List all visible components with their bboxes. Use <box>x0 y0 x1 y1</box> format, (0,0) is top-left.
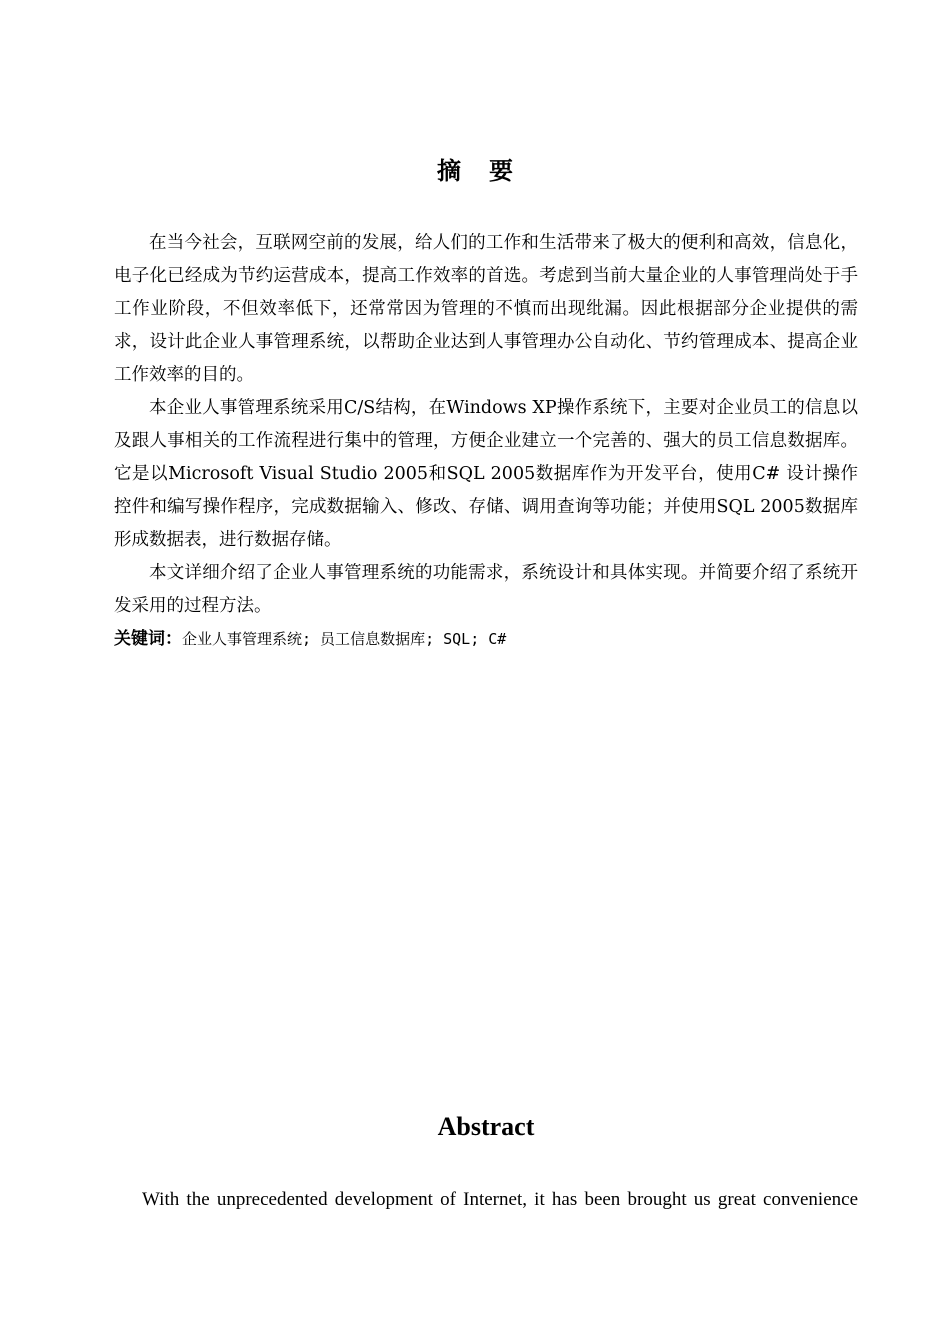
chinese-abstract-body <box>114 227 858 656</box>
english-abstract-body <box>114 1184 858 1216</box>
chinese-abstract-paragraph-3: 本文详细介绍了企业人事管理系统的功能需求，系统设计和具体实现。并简要介绍了系统开发采用的过程方法。 <box>114 563 858 616</box>
chinese-abstract-paragraph-2: 本企业人事管理系统采用C/S结构，在Windows XP操作系统下，主要对企业员工的信息以及跟人事相关的工作流程进行集中的管理，方便企业建立一个完善的、强大的员工信息数据库。它是以Microsoft Visual Studio 2005和SQL 2005数据库作为开发平台，使用C# 设计操作控件和编写操作程序，完成数据输入、修改、存储、调用查询等功能；并使用SQL 2005数据库形成数据表，进行数据存储。 <box>114 398 858 550</box>
chinese-abstract-paragraph-1: 在当今社会，互联网空前的发展，给人们的工作和生活带来了极大的便利和高效，信息化，电子化已经成为节约运营成本，提高工作效率的首选。考虑到当前大量企业的人事管理尚处于手工作业阶段，不但效率低下，还常常因为管理的不慎而出现纰漏。因此根据部分企业提供的需求，设计此企业人事管理系统，以帮助企业达到人事管理办公自动化、节约管理成本、提高企业工作效率的目的。 <box>114 233 858 385</box>
keywords-label: 关键词： <box>114 629 182 649</box>
keywords-list: 企业人事管理系统; 员工信息数据库; SQL; C# <box>182 630 507 648</box>
keywords-line <box>114 623 858 656</box>
english-abstract-paragraph-1: With the unprecedented development of Internet, it has been brought us great convenience <box>142 1189 858 1210</box>
english-abstract-title: Abstract <box>437 1112 535 1141</box>
chinese-abstract-title: 摘要 <box>437 157 541 185</box>
